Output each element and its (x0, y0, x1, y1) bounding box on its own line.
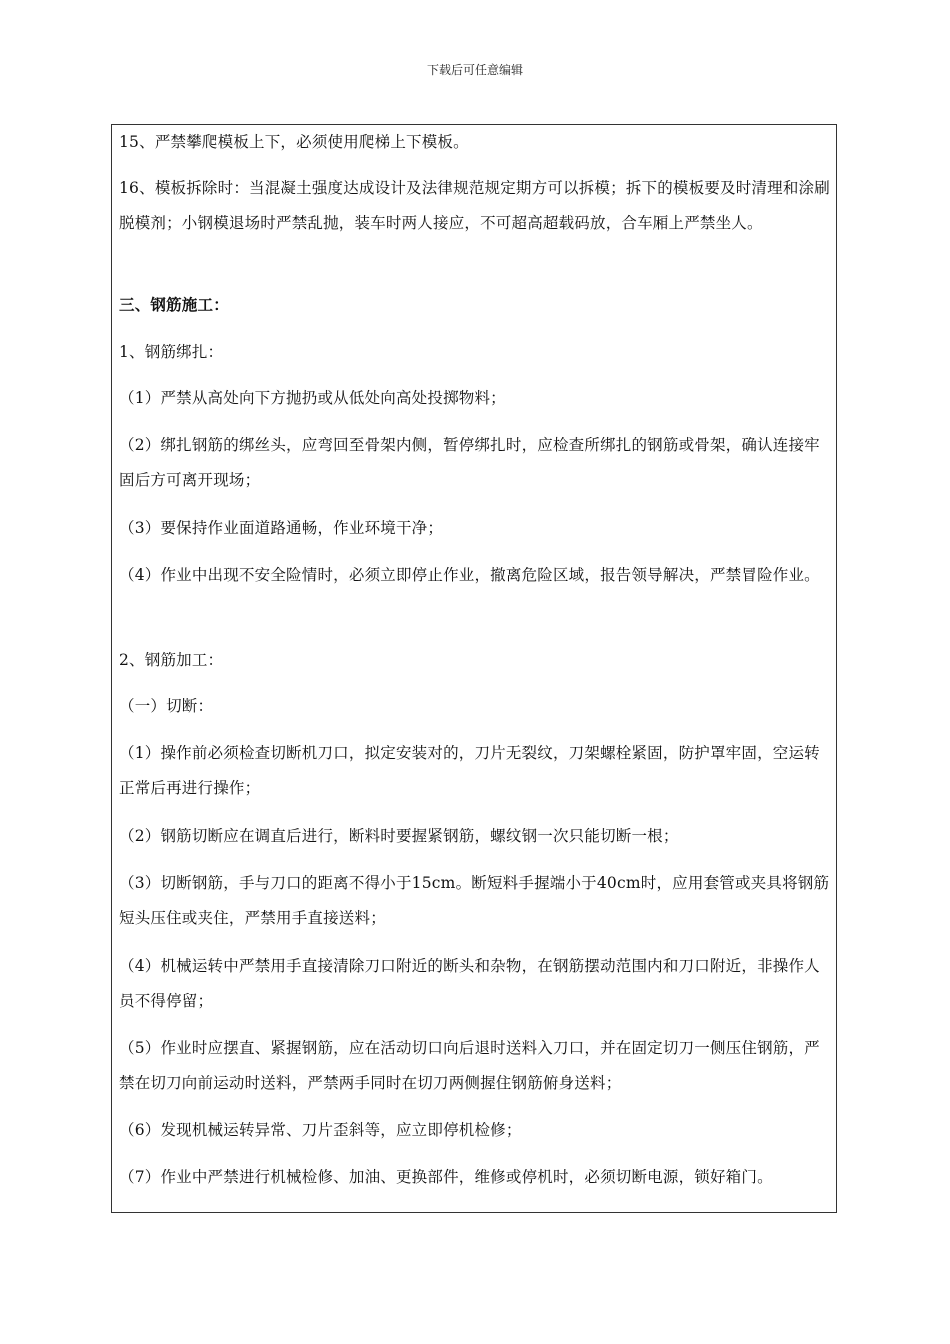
paragraph-binding-2: （2）绑扎钢筋的绑丝头，应弯回至骨架内侧，暂停绑扎时，应检查所绑扎的钢筋或骨架，确认连接牢固后方可离开现场； (119, 436, 820, 489)
paragraph-cutting-1: （1）操作前必须检查切断机刀口，拟定安装对的，刀片无裂纹，刀架螺栓紧固，防护罩牢固，空运转正常后再进行操作； (119, 744, 820, 797)
paragraph-item-16: 16、模板拆除时：当混凝土强度达成设计及法律规范规定期方可以拆模；拆下的模板要及时清理和涂刷脱模剂；小钢模退场时严禁乱抛，装车时两人接应，不可超高超载码放，合车厢上严禁坐人。 (119, 179, 830, 232)
paragraph-cutting-7: （7）作业中严禁进行机械检修、加油、更换部件，维修或停机时，必须切断电源，锁好箱门。 (119, 1168, 773, 1186)
paragraph-item-15: 15、严禁攀爬模板上下，必须使用爬梯上下模板。 (119, 133, 469, 151)
content-box (111, 124, 837, 1213)
subsection-heading-processing: 2、钢筋加工： (119, 651, 224, 669)
paragraph-cutting-3: （3）切断钢筋，手与刀口的距离不得小于15cm。断短料手握端小于40cm时，应用套管或夹具将钢筋短头压住或夹住，严禁用手直接送料； (119, 874, 830, 927)
paragraph-binding-1: （1）严禁从高处向下方抛扔或从低处向高处投掷物料； (119, 389, 506, 407)
page-header: 下载后可任意编辑 (426, 63, 523, 77)
section-heading-rebar: 三、钢筋施工： (119, 295, 229, 314)
paragraph-cutting-5: （5）作业时应摆直、紧握钢筋，应在活动切口向后退时送料入刀口，并在固定切刀一侧压住钢筋，严禁在切刀向前运动时送料，严禁两手同时在切刀两侧握住钢筋俯身送料； (119, 1039, 820, 1092)
paragraph-cutting-4: （4）机械运转中严禁用手直接清除刀口附近的断头和杂物，在钢筋摆动范围内和刀口附近，非操作人员不得停留； (119, 957, 820, 1010)
paragraph-cutting-2: （2）钢筋切断应在调直后进行，断料时要握紧钢筋，螺纹钢一次只能切断一根； (119, 827, 679, 845)
paragraph-binding-3: （3）要保持作业面道路通畅，作业环境干净； (119, 519, 444, 537)
paragraph-cutting-6: （6）发现机械运转异常、刀片歪斜等，应立即停机检修； (119, 1121, 522, 1139)
paragraph-binding-4: （4）作业中出现不安全险情时，必须立即停止作业，撤离危险区域，报告领导解决，严禁冒险作业。 (119, 566, 820, 584)
subsection-heading-cutting: （一）切断： (119, 697, 214, 715)
subsection-heading-binding: 1、钢筋绑扎： (119, 343, 224, 361)
